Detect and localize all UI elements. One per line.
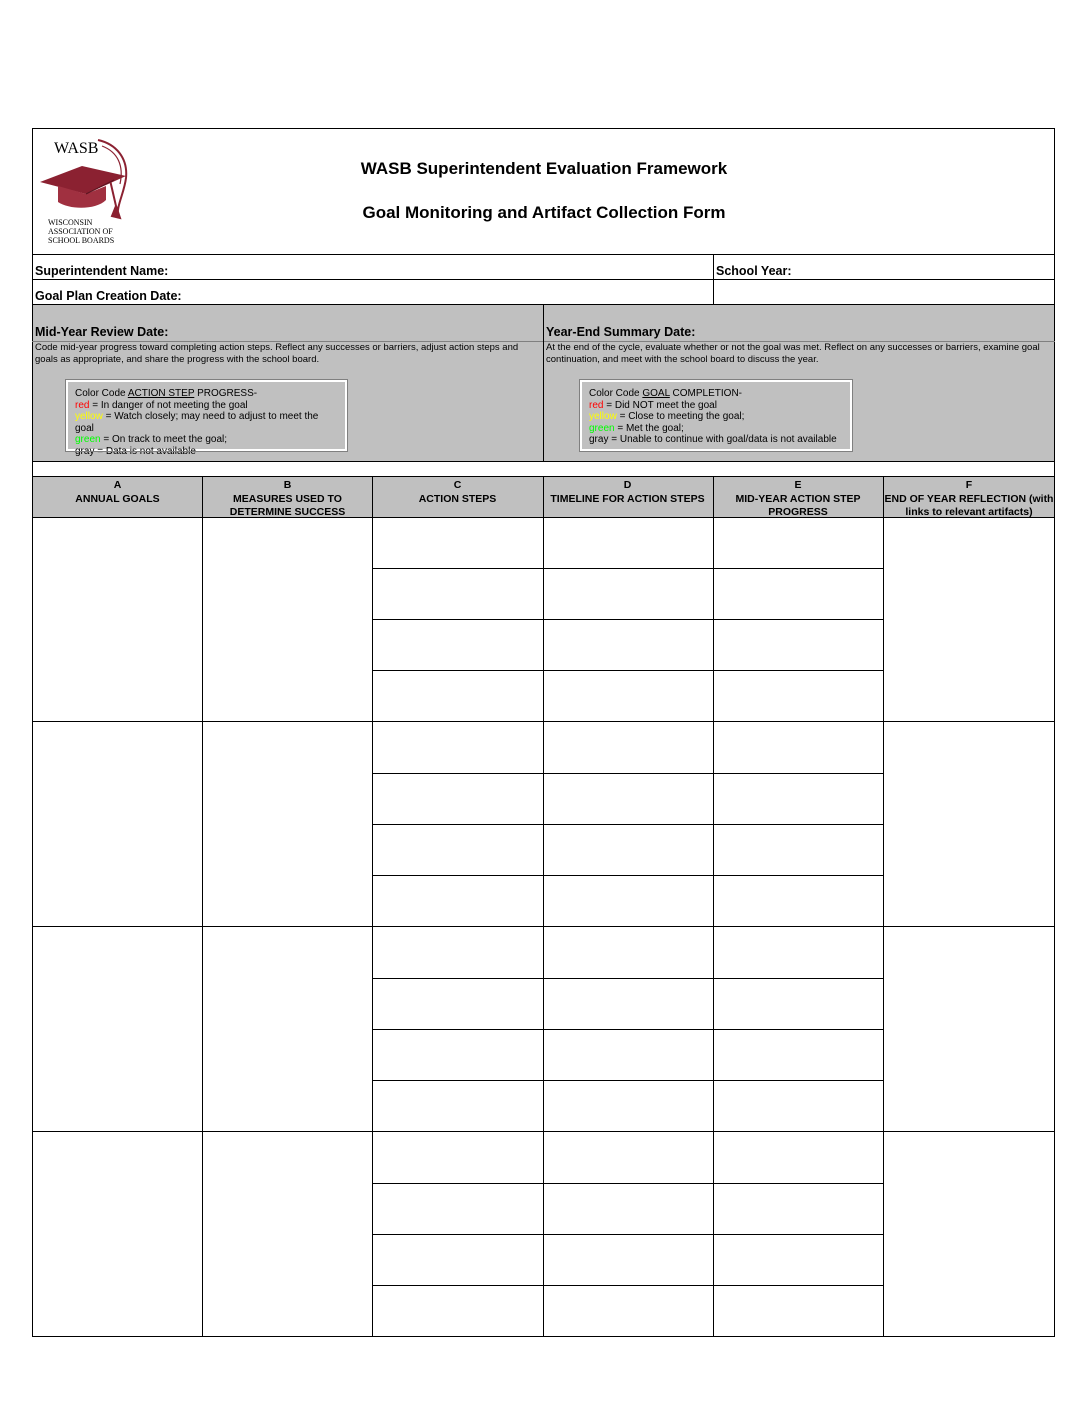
measures-cell[interactable]	[203, 1132, 372, 1336]
reflection-cell[interactable]	[884, 518, 1054, 721]
legend-item: green = Met the goal;	[589, 422, 684, 434]
goal-plan-date-field[interactable]	[200, 281, 710, 303]
annual-goal-cell[interactable]	[33, 927, 202, 1131]
column-header-f: F END OF YEAR REFLECTION (with links to relevant artifacts)	[884, 479, 1054, 517]
legend-item: gray = Data is not available	[75, 445, 196, 457]
logo-subtext-line: SCHOOL BOARDS	[48, 236, 115, 245]
annual-goal-cell[interactable]	[33, 1132, 202, 1336]
column-header-e: E MID-YEAR ACTION STEP PROGRESS	[735, 479, 861, 517]
wasb-logo	[36, 136, 140, 248]
reflection-cell[interactable]	[884, 722, 1054, 926]
page-title: WASB Superintendent Evaluation Framework	[360, 159, 728, 178]
measures-cell[interactable]	[203, 518, 372, 721]
reflection-cell[interactable]	[884, 927, 1054, 1131]
reflection-cell[interactable]	[884, 1132, 1054, 1336]
year-end-description: At the end of the cycle, evaluate whether or not the goal was met. Reflect on any successes or barriers, examine goal continuation, and meet with the school board to discuss the year.	[546, 342, 1040, 365]
action-step-color-legend	[66, 380, 347, 457]
annual-goal-cell[interactable]	[33, 518, 202, 721]
legend-item: yellow = Watch closely; may need to adjust to meet the goal	[75, 411, 319, 434]
goal-completion-color-legend	[580, 380, 852, 451]
legend-title: Color Code ACTION STEP PROGRESS-	[75, 388, 258, 399]
column-header-a: A ANNUAL GOALS	[75, 479, 160, 505]
superintendent-name-field[interactable]	[200, 256, 710, 278]
column-header-c: C ACTION STEPS	[418, 479, 497, 505]
mid-year-description: Code mid-year progress toward completing action steps. Reflect any successes or barriers, adjust action steps and goals as appropriate, and share the progress with the school board.	[35, 342, 519, 365]
measures-cell[interactable]	[203, 927, 372, 1131]
legend-title: Color Code GOAL COMPLETION-	[589, 388, 743, 399]
legend-item: green = On track to meet the goal;	[75, 434, 228, 445]
goal-plan-date-label: Goal Plan Creation Date:	[35, 289, 182, 303]
logo-subtext-line: ASSOCIATION OF	[48, 227, 113, 236]
school-year-field[interactable]	[714, 280, 1054, 304]
logo-subtext-line: WISCONSIN	[48, 218, 93, 227]
legend-item: gray = Unable to continue with goal/data is not available	[589, 434, 837, 445]
legend-item: yellow = Close to meeting the goal;	[589, 411, 745, 422]
column-header-b: B MEASURES USED TO DETERMINE SUCCESS	[229, 479, 346, 517]
legend-item: red = Did NOT meet the goal	[589, 399, 717, 411]
mid-year-review-label: Mid-Year Review Date:	[35, 325, 169, 339]
measures-cell[interactable]	[203, 722, 372, 926]
column-header-d: D TIMELINE FOR ACTION STEPS	[550, 479, 705, 505]
logo-text: WASB	[54, 140, 99, 157]
page-subtitle: Goal Monitoring and Artifact Collection Form	[362, 203, 726, 222]
superintendent-name-label: Superintendent Name:	[35, 264, 169, 278]
annual-goal-cell[interactable]	[33, 722, 202, 926]
legend-item: red = In danger of not meeting the goal	[75, 399, 248, 411]
year-end-summary-label: Year-End Summary Date:	[546, 325, 696, 339]
school-year-label: School Year:	[716, 264, 792, 278]
